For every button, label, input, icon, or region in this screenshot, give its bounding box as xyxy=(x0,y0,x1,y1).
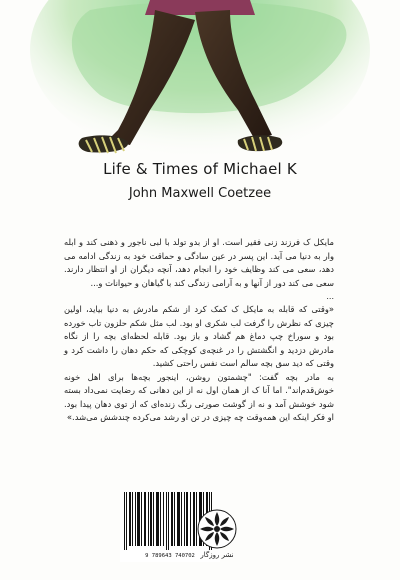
blurb-paragraph: «وقتی که قابله به مایکل ک کمک کرد از شکم مادرش به دنیا بیاید، اولین چیزی که نظرش را گرفت لب شکری او بود. لب مثل شکم حلزون تاب خورده بود و سوراخ چپ دماغ هم گشاد و باز بود. قابله لحظه‌ای بچه را از نگاه مادرش دزدید و انگشتش را در غنچه‌ی کوچکی که حکم دهان را داشت کرد و وقتی که دید سق بچه سالم است نفس راحتی کشید. xyxy=(64,304,334,368)
book-title: Life & Times of Michael K xyxy=(103,160,297,178)
cover-illustration xyxy=(0,0,400,170)
blurb-paragraph: مایکل ک فرزند زنی فقیر است. او از بدو تولد با لبی ناجور و ذهنی کند و ابله وار به دنیا می آید. این پسر در عین سادگی و حماقت خود به زندگی ادامه می دهد، سعی می کند وظایف خود را انجام دهد، آنچه دیگران از او انتظار دارند. سعی می کند دور از آنها و به آرامی زندگی کند با گیاهان و حیوانات و... xyxy=(64,237,334,288)
blurb-ellipsis: ... xyxy=(326,292,334,301)
blurb-paragraph: به مادر بچه گفت: "چشمتون روشن، اینجور بچه‌ها برای اهل خونه خوش‌قدم‌اند". اما آنا ک از همان اول نه از این دهانی که رضایت نمی‌داد بسته شود خوشش آمد و نه از گوشت صورتی رنگ زنده‌ای که از توی دهان پیدا بود. او فکر اینکه این همه‌وقت چه چیزی در تن او رشد می‌کرده چندشش می‌شد.» xyxy=(64,371,334,422)
book-author: John Maxwell Coetzee xyxy=(128,186,272,201)
isbn-number: 9 789643 740702 xyxy=(145,553,195,559)
publisher-logo-icon xyxy=(196,508,238,550)
publisher-name: نشر روزگار xyxy=(200,551,234,559)
back-cover-blurb xyxy=(64,236,334,425)
